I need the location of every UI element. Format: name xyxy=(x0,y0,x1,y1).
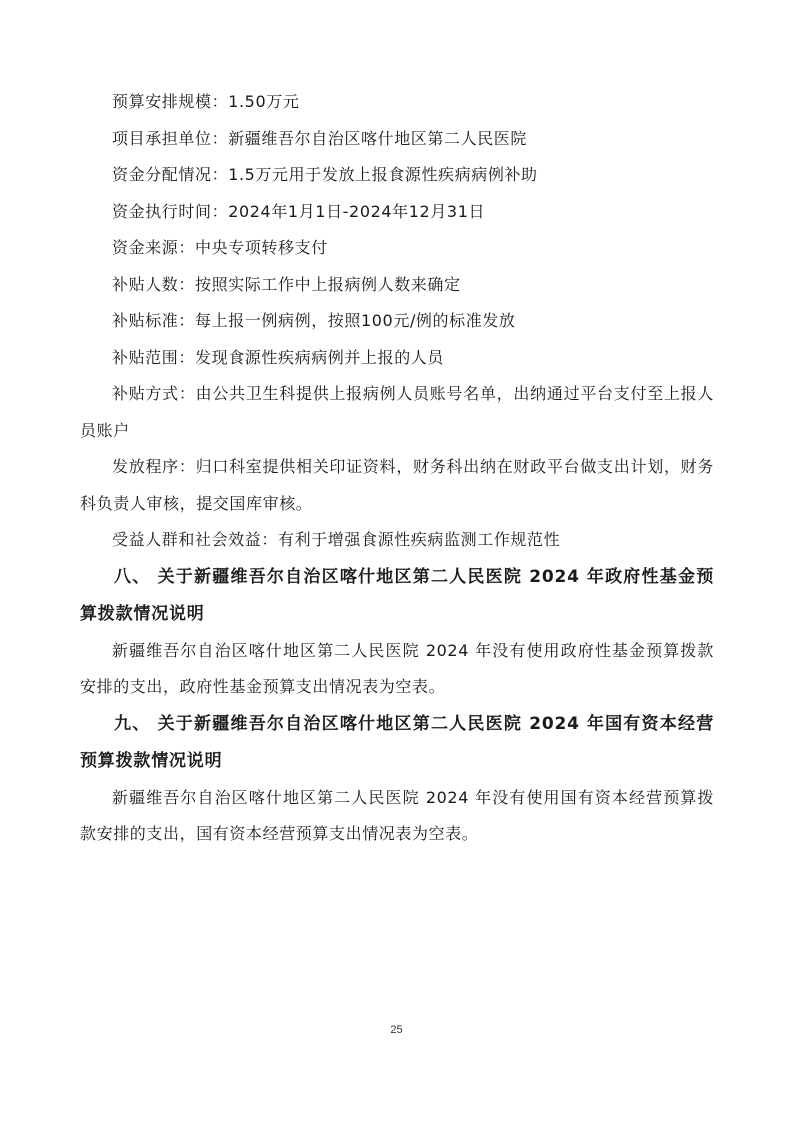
fund-execution-time-line: 资金执行时间：2024年1月1日-2024年12月31日 xyxy=(112,201,486,221)
beneficiaries-line: 受益人群和社会效益：有利于增强食源性疾病监测工作规范性 xyxy=(112,530,561,549)
subsidy-standard-line: 补贴标准：每上报一例病例，按照100元/例的标准发放 xyxy=(112,311,516,330)
distribution-procedure-paragraph: 发放程序：归口科室提供相关印证资料，财务科出纳在财政平台做支出计划，财务科负责人审核，提交国库审核。 xyxy=(80,457,714,513)
page-number: 25 xyxy=(390,1024,403,1036)
section-nine-heading: 九、 关于新疆维吾尔自治区喀什地区第二人民医院 2024 年国有资本经营预算拨款情况说明 xyxy=(80,713,714,771)
section-nine-body: 新疆维吾尔自治区喀什地区第二人民医院 2024 年没有使用国有资本经营预算拨款安排的支出，国有资本经营预算支出情况表为空表。 xyxy=(80,787,714,843)
fund-allocation-line: 资金分配情况：1.5万元用于发放上报食源性疾病病例补助 xyxy=(112,165,538,184)
section-eight-heading: 八、 关于新疆维吾尔自治区喀什地区第二人民医院 2024 年政府性基金预算拨款情况说明 xyxy=(80,566,714,624)
fund-source-line: 资金来源：中央专项转移支付 xyxy=(112,238,328,257)
project-unit-line: 项目承担单位：新疆维吾尔自治区喀什地区第二人民医院 xyxy=(112,128,528,148)
section-eight-body: 新疆维吾尔自治区喀什地区第二人民医院 2024 年没有使用政府性基金预算拨款安排的支出，政府性基金预算支出情况表为空表。 xyxy=(80,640,714,696)
subsidy-count-line: 补贴人数：按照实际工作中上报病例人数来确定 xyxy=(112,274,461,294)
subsidy-scope-line: 补贴范围：发现食源性疾病病例并上报的人员 xyxy=(112,347,445,367)
budget-scale-line: 预算安排规模：1.50万元 xyxy=(112,92,300,111)
document-body xyxy=(80,84,714,853)
subsidy-method-paragraph: 补贴方式：由公共卫生科提供上报病例人员账号名单，出纳通过平台支付至上报人员账户 xyxy=(80,384,714,440)
